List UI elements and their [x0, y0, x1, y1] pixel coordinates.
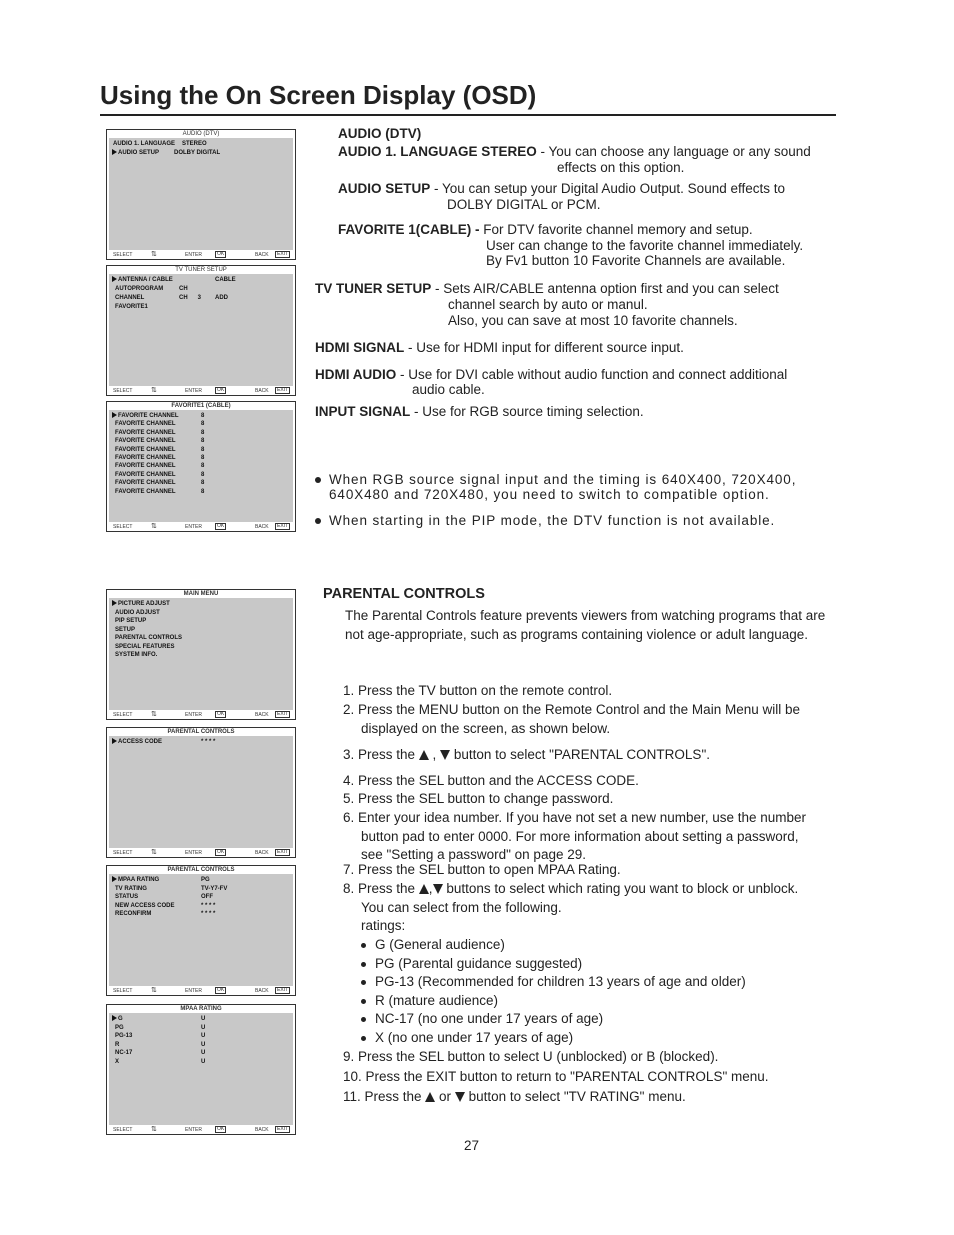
- osd-row-value: 8: [201, 438, 205, 445]
- favorite-line: [338, 222, 753, 238]
- osd-row: [115, 893, 213, 901]
- tuner-text-3: Also, you can save at most 10 favorite channels.: [448, 313, 738, 328]
- input-signal-label: INPUT SIGNAL: [315, 404, 411, 419]
- updown-icon: ⇅: [151, 987, 157, 994]
- favorite-text-2: User can change to the favorite channel immediately.: [486, 238, 804, 253]
- osd-back-label: BACK: [255, 712, 269, 718]
- osd-ok-key: OK: [217, 523, 225, 529]
- osd-main-menu-screen: [106, 589, 296, 720]
- osd-row-label: PIP SETUP: [115, 618, 147, 624]
- osd-row-label: NC-17: [115, 1050, 133, 1056]
- osd-row: [112, 1015, 206, 1023]
- up-arrow-icon: [425, 1092, 435, 1102]
- osd-parental-ratings-screen: [106, 865, 296, 996]
- pointer-icon: [112, 738, 117, 744]
- title-rule: [100, 114, 836, 116]
- osd-row-label: FAVORITE CHANNEL: [115, 463, 176, 470]
- osd-row: [115, 1024, 206, 1032]
- step-6-cont-1: button pad to enter 0000. For more information about setting a password,: [361, 829, 799, 844]
- audio-lang-label: AUDIO 1. LANGUAGE STEREO: [338, 144, 537, 159]
- hdmi-audio-label: HDMI AUDIO: [315, 367, 397, 382]
- osd-row-label: FAVORITE CHANNEL: [115, 446, 176, 453]
- osd-row: [112, 303, 148, 311]
- osd-enter-label: ENTER: [185, 712, 202, 718]
- osd-menu-area: [109, 736, 293, 848]
- osd-exit-key: EXIT: [277, 711, 289, 717]
- rating-item: [361, 1011, 603, 1027]
- hdmi-audio-text: - Use for DVI cable without audio function and connect additional: [396, 367, 788, 382]
- step-2-cont: displayed on the screen, as shown below.: [361, 721, 611, 736]
- osd-row-value: CH: [179, 286, 188, 292]
- step-6: 6. Enter your idea number. If you have not set a new number, use the number: [343, 810, 807, 825]
- note-rgb: [315, 472, 796, 488]
- osd-row-value: 8: [201, 488, 205, 495]
- osd-row-label: PICTURE ADJUST: [118, 601, 170, 607]
- osd-row: [115, 643, 174, 651]
- updown-icon: ⇅: [151, 387, 157, 394]
- osd-row: [112, 285, 188, 293]
- osd-row: [115, 488, 205, 496]
- note-pip: [315, 513, 775, 529]
- osd-row: [115, 910, 216, 918]
- osd-exit-key: EXIT: [277, 251, 289, 257]
- step-4: 4. Press the SEL button and the ACCESS CODE.: [343, 773, 639, 788]
- pointer-icon: [112, 149, 117, 155]
- osd-row-label: RECONFIRM: [115, 911, 152, 917]
- osd-row: [115, 885, 228, 893]
- osd-row: [115, 609, 160, 617]
- osd-row: [112, 876, 210, 884]
- audio-setup-text-2: DOLBY DIGITAL or PCM.: [447, 197, 601, 212]
- osd-exit-key: EXIT: [277, 1126, 289, 1132]
- osd-row-label: STATUS: [115, 894, 139, 900]
- bullet-icon: [361, 962, 366, 967]
- osd-footer: [107, 385, 295, 395]
- osd-row: [115, 420, 205, 428]
- up-arrow-icon: [419, 750, 429, 760]
- osd-back-label: BACK: [255, 988, 269, 994]
- step-11-sep: or: [435, 1089, 455, 1104]
- osd-row: [112, 140, 207, 148]
- osd-row: [112, 294, 228, 302]
- osd-enter-label: ENTER: [185, 850, 202, 856]
- osd-row-label: TV RATING: [115, 885, 147, 892]
- osd-exit-key: EXIT: [277, 987, 289, 993]
- osd-footer: [107, 985, 295, 995]
- osd-row: [115, 634, 182, 642]
- osd-row: [115, 454, 205, 462]
- updown-icon: ⇅: [151, 251, 157, 258]
- osd-row-value: DOLBY DIGITAL: [174, 150, 221, 156]
- osd-back-label: BACK: [255, 388, 269, 394]
- osd-row: [115, 902, 216, 910]
- osd-row-value: U: [201, 1033, 206, 1039]
- tuner-label: TV TUNER SETUP: [315, 281, 432, 296]
- osd-exit-key: EXIT: [277, 523, 289, 529]
- tuner-text: - Sets AIR/CABLE antenna option first and you can select: [431, 281, 779, 296]
- osd-row-value: CH 3: [179, 295, 202, 301]
- osd-row: [115, 446, 205, 454]
- osd-row-label: R: [115, 1041, 120, 1048]
- osd-row-label: FAVORITE CHANNEL: [115, 438, 176, 445]
- osd-row-value: 8: [201, 455, 205, 461]
- hdmi-signal-line: [315, 340, 684, 356]
- note-rgb-text: When RGB source signal input and the timing is 640X400, 720X400,: [329, 472, 797, 487]
- osd-row: [115, 471, 205, 479]
- osd-row-label: AUTOPROGRAM: [115, 286, 164, 292]
- favorite-text: For DTV favorite channel memory and setup.: [479, 222, 753, 237]
- osd-ok-key: OK: [217, 1126, 225, 1132]
- step-8-cont-1: You can select from the following.: [361, 900, 562, 915]
- osd-row: [115, 617, 146, 625]
- step-5: 5. Press the SEL button to change password.: [343, 791, 614, 806]
- osd-row-value: 8: [201, 421, 205, 428]
- osd-row-value: TV-Y7-FV: [201, 885, 228, 892]
- osd-row-value: U: [201, 1016, 206, 1022]
- up-arrow-icon: [419, 884, 429, 894]
- step-3: [343, 747, 710, 763]
- step-11: [343, 1089, 686, 1105]
- osd-row-label: X: [115, 1058, 120, 1065]
- osd-ok-key: OK: [217, 849, 225, 855]
- osd-row-value: U: [201, 1058, 206, 1065]
- rating-item: [361, 993, 498, 1009]
- rating-item-text: R (mature audience): [375, 992, 499, 1008]
- rating-item-text: G (General audience): [375, 937, 505, 952]
- osd-row-value: 8: [201, 480, 205, 487]
- osd-row-label: FAVORITE CHANNEL: [115, 429, 176, 436]
- pointer-icon: [112, 600, 117, 606]
- step-10: 10. Press the EXIT button to return to "PARENTAL CONTROLS" menu.: [343, 1069, 769, 1084]
- tuner-text-2: channel search by auto or manul.: [448, 297, 648, 312]
- osd-row-label: AUDIO SETUP: [118, 150, 160, 156]
- osd-row-value: 8: [201, 413, 205, 419]
- osd-row-label: SETUP: [115, 626, 136, 633]
- osd-row-label: AUDIO ADJUST: [115, 609, 160, 616]
- step-8: [343, 881, 798, 897]
- tuner-line: [315, 281, 779, 297]
- osd-row-label: ACCESS CODE: [118, 739, 163, 745]
- osd-footer: [107, 1124, 295, 1134]
- osd-back-label: BACK: [255, 524, 269, 530]
- input-signal-line: [315, 404, 644, 420]
- osd-exit-key: EXIT: [277, 387, 289, 393]
- osd-row-label: FAVORITE CHANNEL: [115, 471, 176, 478]
- bullet-icon: [315, 518, 321, 524]
- osd-row-value: 8: [201, 429, 205, 436]
- osd-footer: [107, 249, 295, 259]
- osd-row-value: U: [201, 1041, 206, 1048]
- osd-exit-key: EXIT: [277, 849, 289, 855]
- osd-row-value: U: [201, 1024, 206, 1031]
- updown-icon: ⇅: [151, 523, 157, 530]
- osd-favorite-screen: [106, 401, 296, 532]
- osd-enter-label: ENTER: [185, 252, 202, 258]
- osd-back-label: BACK: [255, 252, 269, 258]
- osd-ok-key: OK: [217, 987, 225, 993]
- note-pip-text: When starting in the PIP mode, the DTV function is not available.: [329, 513, 776, 528]
- page-title: Using the On Screen Display (OSD): [100, 80, 537, 110]
- osd-row-label: NEW ACCESS CODE: [115, 902, 175, 909]
- osd-row-label: ANTENNA / CABLE: [118, 277, 173, 283]
- step-8-text: 8. Press the: [343, 881, 419, 896]
- rating-item: [361, 974, 746, 990]
- osd-select-label: SELECT: [113, 1127, 133, 1133]
- osd-enter-label: ENTER: [185, 388, 202, 394]
- down-arrow-icon: [440, 750, 450, 760]
- osd-select-label: SELECT: [113, 988, 133, 994]
- parental-intro-2: not age-appropriate, such as programs containing violence or adult language.: [345, 627, 809, 642]
- audio-lang-text-2: effects on this option.: [557, 160, 685, 175]
- osd-row-label: CHANNEL: [115, 295, 145, 301]
- favorite-text-3: By Fv1 button 10 Favorite Channels are available.: [486, 253, 786, 268]
- updown-icon: ⇅: [151, 711, 157, 718]
- osd-row: [115, 479, 205, 487]
- osd-title: TV TUNER SETUP: [175, 267, 227, 273]
- bullet-icon: [361, 943, 366, 948]
- osd-title: MAIN MENU: [183, 591, 219, 597]
- osd-row: [112, 276, 236, 284]
- audio-lang-line: [338, 144, 811, 160]
- pointer-icon: [112, 276, 117, 282]
- osd-row-value: * * * *: [201, 739, 216, 745]
- osd-row-label: FAVORITE CHANNEL: [115, 455, 176, 461]
- osd-row-label: G: [118, 1016, 123, 1022]
- osd-title: FAVORITE1 (CABLE): [171, 403, 231, 409]
- osd-row: [112, 412, 205, 420]
- hdmi-signal-text: - Use for HDMI input for different source input.: [404, 340, 684, 355]
- rating-item: [361, 1030, 573, 1046]
- osd-row-label: SYSTEM INFO.: [115, 652, 158, 658]
- step-11-text: 11. Press the: [343, 1089, 426, 1104]
- osd-title: PARENTAL CONTROLS: [167, 867, 235, 873]
- osd-select-label: SELECT: [113, 524, 133, 530]
- down-arrow-icon: [433, 884, 443, 894]
- step-3-sep: ,: [428, 747, 441, 762]
- step-2: 2. Press the MENU button on the Remote Control and the Main Menu will be: [343, 702, 800, 717]
- osd-row-value: U: [201, 1050, 206, 1056]
- step-8-cont-2: ratings:: [361, 918, 406, 933]
- osd-row-label: FAVORITE CHANNEL: [115, 488, 176, 495]
- osd-row-value: ADD: [215, 295, 228, 301]
- input-signal-text: - Use for RGB source timing selection.: [410, 404, 644, 419]
- pointer-icon: [112, 412, 117, 418]
- step-7: 7. Press the SEL button to open MPAA Rating.: [343, 862, 621, 877]
- osd-row: [115, 1032, 206, 1040]
- osd-footer: [107, 521, 295, 531]
- osd-tuner-screen: [106, 265, 296, 396]
- pointer-icon: [112, 1015, 117, 1021]
- osd-row-label: AUDIO 1. LANGUAGE: [113, 141, 176, 147]
- osd-audio-screen: [106, 129, 296, 260]
- osd-row-value: 8: [201, 471, 205, 478]
- audio-setup-label: AUDIO SETUP: [338, 181, 431, 196]
- osd-row: [115, 429, 205, 437]
- osd-row-label: PG: [115, 1024, 124, 1031]
- hdmi-signal-label: HDMI SIGNAL: [315, 340, 405, 355]
- audio-setup-line: [338, 181, 785, 197]
- osd-select-label: SELECT: [113, 388, 133, 394]
- osd-row: [115, 437, 205, 445]
- osd-row-value: 8: [201, 446, 205, 453]
- osd-row-value: CABLE: [215, 277, 236, 283]
- osd-enter-label: ENTER: [185, 988, 202, 994]
- updown-icon: ⇅: [151, 849, 157, 856]
- osd-ok-key: OK: [217, 387, 225, 393]
- osd-row-value: OFF: [201, 894, 213, 900]
- bullet-icon: [361, 999, 366, 1004]
- hdmi-audio-text-2: audio cable.: [412, 382, 485, 397]
- osd-row: [112, 600, 170, 608]
- osd-row: [115, 1049, 206, 1057]
- bullet-icon: [361, 980, 366, 985]
- step-11-text-end: button to select "TV RATING" menu.: [464, 1089, 686, 1104]
- parental-heading: PARENTAL CONTROLS: [323, 586, 485, 602]
- osd-row-value: STEREO: [182, 141, 207, 147]
- osd-back-label: BACK: [255, 1127, 269, 1133]
- step-8-sep: ,: [428, 881, 433, 896]
- audio-heading: AUDIO (DTV): [338, 126, 422, 141]
- osd-row: [115, 1041, 206, 1049]
- osd-ok-key: OK: [217, 711, 225, 717]
- osd-enter-label: ENTER: [185, 524, 202, 530]
- step-3-text-end: button to select "PARENTAL CONTROLS".: [450, 747, 710, 762]
- osd-footer: [107, 847, 295, 857]
- favorite-label: FAVORITE 1(CABLE) -: [338, 222, 480, 237]
- rating-item: [361, 956, 582, 972]
- rating-item-text: NC-17 (no one under 17 years of age): [375, 1011, 604, 1027]
- osd-row-label: FAVORITE1: [115, 304, 148, 310]
- osd-row-label: FAVORITE CHANNEL: [118, 413, 179, 419]
- osd-back-label: BACK: [255, 850, 269, 856]
- updown-icon: ⇅: [151, 1126, 157, 1133]
- rating-item-text: PG-13 (Recommended for children 13 years of age and older): [375, 974, 746, 990]
- bullet-icon: [361, 1036, 366, 1041]
- osd-row-label: PARENTAL CONTROLS: [115, 635, 182, 641]
- page-number: 27: [464, 1138, 480, 1153]
- osd-mpaa-screen: [106, 1004, 296, 1135]
- step-3-text: 3. Press the: [343, 747, 419, 762]
- osd-title: PARENTAL CONTROLS: [167, 729, 235, 735]
- osd-row-label: FAVORITE CHANNEL: [115, 480, 176, 487]
- rating-item-text: X (no one under 17 years of age): [375, 1030, 574, 1045]
- bullet-icon: [315, 477, 321, 483]
- osd-select-label: SELECT: [113, 712, 133, 718]
- rating-item-text: PG (Parental guidance suggested): [375, 955, 583, 971]
- hdmi-audio-line: [315, 367, 787, 383]
- osd-footer: [107, 709, 295, 719]
- audio-lang-text: - You can choose any language or any sound: [536, 144, 811, 159]
- osd-row-label: SPECIAL FEATURES: [115, 643, 175, 650]
- pointer-icon: [112, 876, 117, 882]
- audio-setup-text: - You can setup your Digital Audio Output. Sound effects to: [430, 181, 786, 196]
- osd-ok-key: OK: [217, 251, 225, 257]
- osd-row: [115, 626, 135, 634]
- parental-intro-1: The Parental Controls feature prevents viewers from watching programs that are: [345, 608, 826, 623]
- bullet-icon: [361, 1017, 366, 1022]
- osd-row-value: 8: [201, 463, 205, 470]
- osd-row-label: PG-13: [115, 1033, 133, 1039]
- osd-title: AUDIO (DTV): [182, 131, 220, 137]
- osd-row: [115, 651, 157, 659]
- rating-item: [361, 937, 505, 953]
- osd-select-label: SELECT: [113, 850, 133, 856]
- osd-row-label: MPAA RATING: [118, 877, 160, 883]
- osd-row: [112, 149, 221, 157]
- step-8-text-end: buttons to select which rating you want to block or unblock.: [442, 881, 799, 896]
- down-arrow-icon: [455, 1092, 465, 1102]
- step-6-cont-2: see "Setting a password" on page 29.: [361, 847, 586, 862]
- note-rgb-text-2: 640X480 and 720X480, you need to switch to compatible option.: [329, 487, 770, 502]
- osd-row-value: * * * *: [201, 911, 216, 917]
- osd-row: [112, 738, 216, 746]
- osd-row-value: PG: [201, 877, 210, 883]
- osd-row-label: FAVORITE CHANNEL: [115, 421, 176, 428]
- step-9: 9. Press the SEL button to select U (unblocked) or B (blocked).: [343, 1049, 719, 1064]
- osd-title: MPAA RATING: [180, 1006, 222, 1012]
- osd-parental-access-screen: [106, 727, 296, 858]
- osd-row-value: * * * *: [201, 902, 216, 909]
- osd-enter-label: ENTER: [185, 1127, 202, 1133]
- osd-select-label: SELECT: [113, 252, 133, 258]
- osd-row: [115, 1058, 206, 1066]
- osd-row: [115, 462, 205, 470]
- step-1: 1. Press the TV button on the remote control.: [343, 683, 613, 698]
